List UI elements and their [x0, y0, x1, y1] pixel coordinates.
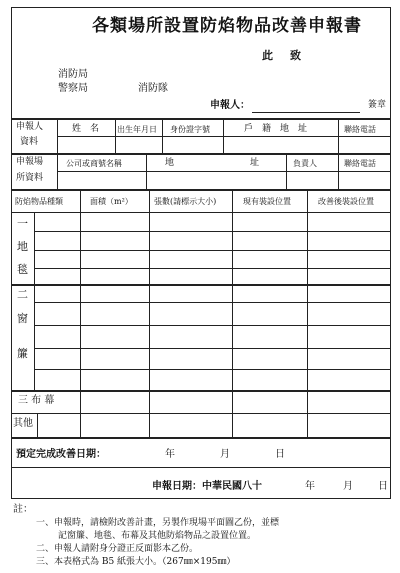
rule: [34, 250, 391, 251]
form-sheet: [11, 7, 391, 499]
report-date-day: 日: [378, 481, 388, 492]
rule: [34, 268, 391, 269]
rule: [307, 189, 308, 437]
rule: [11, 189, 391, 191]
deadline-year: 年: [165, 449, 175, 460]
col-after: 改善後裝設位置: [318, 197, 374, 206]
rule: [57, 136, 391, 137]
note-1a: 一、申報時，請檢附改善計畫，另製作現場平面圖乙份，並標: [36, 518, 280, 528]
rule: [34, 302, 391, 303]
addressee-suffix: 此 致: [262, 49, 304, 62]
col-name: 姓 名: [72, 124, 100, 134]
deadline-label: 預定完成改善日期：: [16, 449, 106, 460]
venue-row-label-2: 所資料: [16, 173, 44, 183]
col-venue-phone: 聯絡電話: [344, 159, 376, 168]
rule: [34, 369, 391, 370]
rule: [232, 189, 233, 437]
rule: [11, 467, 391, 468]
col-current: 現有裝設位置: [243, 197, 291, 206]
report-date-year: 年: [305, 481, 315, 492]
rule: [11, 437, 391, 439]
group2-char-1: 二: [17, 288, 28, 301]
rule: [11, 153, 391, 155]
group1-char-1: 一: [17, 217, 28, 230]
row-curtain-cloth: 三 布 幕: [18, 395, 55, 406]
rule: [34, 231, 391, 232]
applicant-row-label-1: 申報人: [16, 122, 44, 132]
col-birth: 出生年月日: [117, 125, 157, 134]
rule: [11, 413, 391, 414]
col-phone: 聯絡電話: [344, 125, 376, 134]
applicant-sign-line: [252, 112, 360, 113]
deadline-month: 月: [220, 449, 230, 460]
rule: [11, 212, 391, 213]
col-count: 張數(請標示大小): [154, 197, 217, 206]
notes-heading: 註：: [13, 504, 33, 515]
group1-char-3: 毯: [17, 263, 28, 276]
rule: [11, 284, 391, 286]
col-type: 防焰物品種類: [15, 197, 63, 206]
note-3: 三、本表格式為 B5 紙張大小。（267㎜×195㎜）: [36, 557, 236, 567]
col-owner: 負責人: [293, 159, 317, 168]
report-date-month: 月: [343, 481, 353, 492]
deadline-day: 日: [275, 449, 285, 460]
applicant-label: 申報人：: [210, 100, 250, 111]
recipient-fire-brigade: 消防隊: [138, 83, 168, 94]
col-area: 面積（m²）: [90, 197, 133, 206]
rule: [34, 212, 35, 390]
note-2: 二、申報人請附身分證正反面影本乙份。: [36, 544, 199, 554]
recipient-police-bureau: 警察局: [58, 83, 88, 94]
col-id: 身份證字號: [170, 125, 210, 134]
row-other: 其他: [13, 418, 33, 429]
rule: [11, 118, 391, 120]
applicant-row-label-2: 資料: [20, 137, 39, 147]
rule: [37, 413, 38, 437]
sign-label: 簽章: [368, 100, 387, 110]
rule: [34, 348, 391, 349]
rule: [11, 390, 391, 392]
form-title: 各類場所設置防焰物品改善申報書: [92, 16, 362, 36]
col-address: 戶 籍 地 址: [244, 124, 308, 134]
rule: [34, 325, 391, 326]
rule: [80, 189, 81, 437]
note-1b: 記窗簾、地毯、布幕及其他防焰物品之設置位置。: [58, 531, 257, 541]
group1-char-2: 地: [17, 240, 28, 253]
venue-row-label-1: 申報場: [16, 157, 44, 167]
rule: [149, 189, 150, 437]
col-address-b: 址: [250, 158, 260, 168]
rule: [57, 171, 391, 172]
col-company: 公司或商號名稱: [66, 159, 122, 168]
col-address-a: 地: [165, 158, 175, 168]
report-date-label: 申報日期：中華民國八十: [152, 481, 262, 492]
group2-char-3: 簾: [17, 347, 28, 360]
group2-char-2: 窗: [17, 312, 28, 325]
recipient-fire-bureau: 消防局: [58, 69, 88, 80]
